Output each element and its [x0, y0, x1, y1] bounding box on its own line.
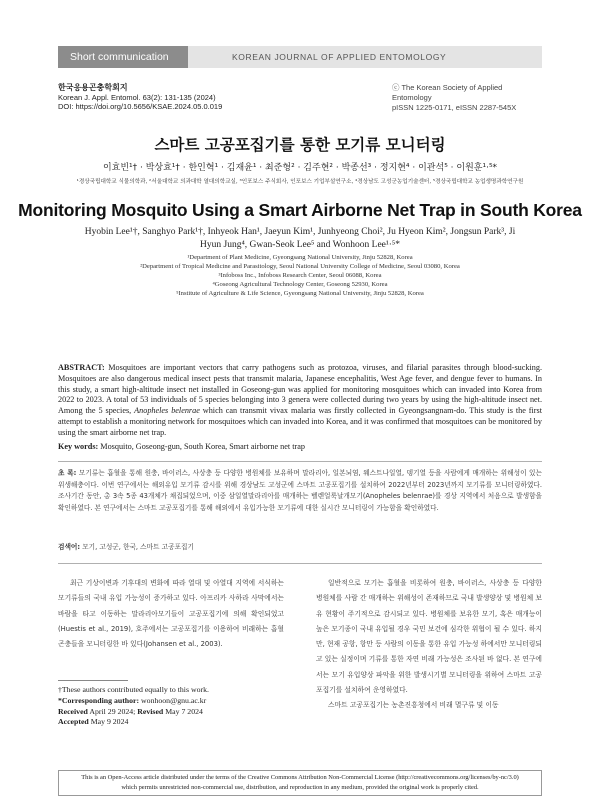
revised-date: May 7 2024 [163, 706, 203, 716]
citation-block [58, 83, 222, 112]
header-bar [0, 46, 600, 68]
journal-title-kr: 한국응용곤충학회지 [58, 83, 128, 92]
license-line-1: This is an Open-Access article distributed under the terms of the Creative Commons Attribution Non-Commercial License (http://creativecommons.org/licenses/by-nc/3.0) [81, 774, 519, 781]
keywords-text: Mosquito, Goseong-gun, South Korea, Smart airborne net trap [98, 442, 305, 451]
received-label: Received [58, 706, 88, 716]
keywords-kr-text: 모기, 고성군, 한국, 스마트 고공포집기 [80, 543, 194, 551]
body-column-right [316, 576, 542, 714]
paragraph: 일반적으로 모기는 흡혈을 비롯하여 원충, 바이러스, 사상충 등 다양한 병원체를 사람 간 매개하는 위해성이 존재하므로 국내 발생양상 및 병원체 보유 현황이 주기적으로 감시되고 있다. 병원체를 보유한 모기, 혹은 매개능이 높은 모기종이 국내 유입될 경우 국민 보건에 심각한 위협이 될 수 있다. 하지만, 현재 공항, 항만 등 사람의 이동을 통한 유입 가능성 하에서만 모니터링되고 있는 실정이며 기류를 통한 자연 비래 가능성은 조사된 바 없다. 본 연구에서는 모기 유입양상 파악을 위한 발생시기별 모니터링을 위하여 스마트 고공포집기를 설치하여 운영하였다. [316, 579, 542, 695]
footnote-rule [58, 680, 128, 681]
section-label: Short communication [58, 46, 188, 68]
received-date: April 29 2024; [87, 706, 138, 716]
license-box [58, 770, 542, 796]
abstract-text-1: Mosquitoes are important vectors that carry pathogens such as protozoa, viruses, and filarial parasites through blood-sucking. Mosquitoes are also dangerous medical insect pests that transmit malaria, Japanese encephalitis, West Age fever, and dengue fever to humans. In this study, a smart high-altitude insect net installed in Goseong-gun was applied for monitoring mosquitoes which can invaded into Korea from 2022 to 2023. A total of 53 individuals of 5 species belonging into 3 genera were collected during two years by using the high-altitude insect net. Among the 5 species, [58, 363, 542, 416]
footnotes [58, 680, 284, 728]
accepted-date: May 9 2024 [88, 717, 129, 727]
abstract-english [58, 363, 542, 439]
body-column-left [58, 576, 284, 652]
license-line-2: which permits unrestricted non-commercial use, distribution, and reproduction in any medium, provided the original work is properly cited. [121, 784, 479, 791]
society-block [392, 83, 542, 113]
title-english: Monitoring Mosquito Using a Smart Airborne Net Trap in South Korea [18, 200, 582, 220]
affiliations-korean: ¹경상국립대학교 식물의학과, ²서울대학교 의과대학 열대의학교실, ³인포보스 주식회사, 인포보스 기업부설연구소, ⁴경상남도 고성군농업기술센터, ⁵경상국립대학교 농업생명과학연구원 [76, 179, 524, 185]
equal-contribution-note: †These authors contributed equally to this work. [58, 685, 209, 694]
divider [58, 563, 542, 564]
history-line [58, 707, 284, 718]
abstract-kr-label: 초 록: [58, 469, 77, 477]
authors-korean: 이효빈¹† · 박상효¹† · 한인혁¹ · 김재윤¹ · 최준형² · 김주현² · 박종선³ · 정지현⁴ · 이관석⁵ · 이원훈¹·⁵* [102, 163, 498, 173]
revised-label: Revised [137, 706, 164, 716]
affiliation: ³Infoboss Inc., Infoboss Research Center, Seoul 06088, Korea [218, 272, 382, 279]
keywords-kr-label: 검색어: [58, 543, 81, 551]
abstract-text-2: which can transmit vivax malaria was firstly collected in Gyeongsangnam-do. This study is the first attempt to establish a monitoring network for mosquitoes which can invaded into Korea, and it was confirmed that mosquitoes can be monitored by using the smart airborne net trap. [58, 406, 542, 437]
corresponding-author [58, 696, 284, 707]
divider [58, 461, 542, 462]
affiliation: ⁴Goseong Agricultural Technology Center, Goseong 52930, Korea [212, 281, 388, 288]
keywords-label: Key words: [58, 442, 99, 451]
issn: pISSN 1225-0171, eISSN 2287-545X [392, 103, 517, 112]
corr-label: *Corresponding author: [58, 695, 140, 705]
title-korean: 스마트 고공포집기를 통한 모기류 모니터링 [154, 136, 446, 154]
accepted-label: Accepted [58, 717, 89, 727]
abstract-kr-text: 모기류는 흡혈을 통해 원충, 바이러스, 사상충 등 다양한 병원체를 보유하며 말라리아, 일본뇌염, 웨스트나일열, 뎅기열 등을 사람에게 매개하는 위해성이 있는 위생해충이다. 이번 연구에서는 해외유입 모기류 감시를 위해 경상남도 고성군에 스마트 고공포집기를 설치하여 2022년부터 2023년까지 모기류를 모니터링하였다. 조사기간 동안, 총 3속 5종 43개체가 채집되었으며, 이중 삼일열말라리아를 매개하는 벨렌얼룩날개모기(Anopheles belenrae)를 경상 지역에서 처음으로 발생함을 확인하였다. 본 연구에서는 스마트 고공포집기를 통해 해외에서 유입가능한 모기류에 대한 실시간 모니터링이 가능함을 확인하였다. [58, 469, 542, 512]
authors-english: Hyobin Lee¹†, Sanghyo Park¹†, Inhyeok Han¹, Jaeyun Kim¹, Junhyeong Choi², Ju Hyeon Kim², Jongsun Park³, Ji Hyun Jung⁴, Gwan-Seok Lee⁵ and Wonhoon Lee¹·⁵* [84, 227, 516, 250]
affiliation: ⁵Institute of Agriculture & Life Science, Gyeongsang National University, Jinju 52828, Korea [176, 290, 424, 297]
citation-line: Korean J. Appl. Entomol. 63(2): 131-135 (2024) [58, 92, 216, 102]
paragraph: 스마트 고공포집기는 농촌진흥청에서 비래 멸구류 및 이동 [328, 701, 499, 710]
accepted-line [58, 717, 284, 728]
abstract-species: Anopheles belenrae [134, 406, 200, 416]
keywords-english [58, 442, 542, 451]
keywords-korean [58, 541, 542, 551]
affiliations-english [0, 253, 600, 298]
corr-email[interactable]: wonhoon@gnu.ac.kr [139, 695, 207, 705]
affiliation: ²Department of Tropical Medicine and Parasitology, Seoul National University College of Medicine, Seoul 03080, Korea [140, 263, 460, 270]
copyright: ⓒ The Korean Society of Applied Entomology [392, 83, 503, 102]
journal-name: KOREAN JOURNAL OF APPLIED ENTOMOLOGY [188, 46, 542, 68]
affiliation: ¹Department of Plant Medicine, Gyeongsang National University, Jinju 52828, Korea [187, 254, 413, 261]
abstract-korean [58, 468, 542, 514]
abstract-label: ABSTRACT: [58, 363, 105, 372]
doi-link[interactable]: DOI: https://doi.org/10.5656/KSAE.2024.05.0.019 [58, 102, 223, 111]
paragraph: 최근 기상이변과 기후대의 변화에 따라 열대 및 아열대 지역에 서식하는 모기류들의 국내 유입 가능성이 증가하고 있다. 아프리카 사하라 사막에서는 바람을 타고 이동하는 말라리아모기들이 고공포집기에 의해 확인되었고(Huestis et al., 2019), 호주에서는 고공포집기를 이용하여 비래하는 흡혈곤충들을 모니터링한 바 있다(Johansen et al., 2003). [58, 579, 284, 649]
